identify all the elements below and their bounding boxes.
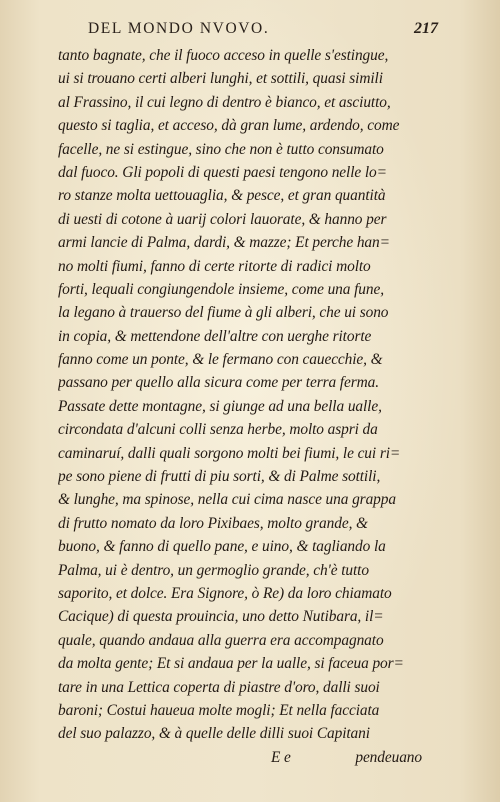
text-line: passano per quello alla sicura come per terra ferma. <box>58 374 379 392</box>
text-line: Passate dette montagne, si giunge ad una bella ualle, <box>58 397 382 415</box>
text-line: fanno come un ponte, & le fermano con cauecchie, & <box>58 351 383 369</box>
text-line: tanto bagnate, che il fuoco acceso in quelle s'estingue, <box>58 47 389 64</box>
text-line: la legano à trauerso del fiume à gli alberi, che ui sono <box>58 304 389 322</box>
text-line: da molta gente; Et si andaua per la ualle, si faceua por= <box>58 655 404 673</box>
text-line: in copia, & mettendone dell'altre con uerghe ritorte <box>58 327 372 345</box>
text-line: facelle, ne si estingue, sino che non è tutto consumato <box>58 140 384 158</box>
page-footer <box>58 746 422 769</box>
text-line: no molti fiumi, fanno di certe ritorte di radici molto <box>58 257 371 275</box>
text-line: ro stanze molta uettouaglia, & pesce, et gran quantità <box>58 187 386 205</box>
text-line: quale, quando andaua alla guerra era accompagnato <box>58 631 384 649</box>
text-line: di uesti di cotone à uarij colori lauorate, & hanno per <box>58 210 387 228</box>
text-line: baroni; Costui haueua molte mogli; Et nella facciata <box>58 701 380 719</box>
text-line: saporito, et dolce. Era Signore, ò Re) da loro chiamato <box>58 584 392 602</box>
running-head: DEL MONDO NVOVO. <box>88 20 270 37</box>
text-line: buono, & fanno di quello pane, e uino, & tagliando la <box>58 538 386 556</box>
text-line: caminaruí, dalli quali sorgono molti bei fiumi, le cui ri= <box>58 444 401 462</box>
signature-mark: E e <box>271 748 291 766</box>
text-line: del suo palazzo, & à quelle delle dilli suoi Capitani <box>58 725 370 743</box>
text-line: tare in una Lettica coperta di piastre d'oro, dalli suoi <box>58 678 380 696</box>
text-line: al Frassino, il cui legno di dentro è bianco, et asciutto, <box>58 93 391 111</box>
text-line: circondata d'alcuni colli senza herbe, molto aspri da <box>58 421 378 439</box>
text-line: questo si taglia, et acceso, dà gran lume, ardendo, come <box>58 117 400 135</box>
page-header <box>60 20 438 44</box>
page-number: 217 <box>414 20 438 37</box>
text-line: di frutto nomato da loro Pixibaes, molto grande, & <box>58 514 368 532</box>
text-line: armi lancie di Palma, dardi, & mazze; Et perche han= <box>58 234 390 252</box>
text-line: pe sono piene di frutti di piu sorti, & di Palme sottili, <box>58 468 381 486</box>
text-line: & lunghe, ma spinose, nella cui cima nasce una grappa <box>58 491 396 509</box>
text-line: Cacique) di questa prouincia, uno detto Nutibara, il= <box>58 608 384 626</box>
body-text <box>58 44 422 769</box>
text-line: forti, lequali congiungendole insieme, come una fune, <box>58 280 384 298</box>
text-line: dal fuoco. Gli popoli di questi paesi tengono nelle lo= <box>58 163 387 181</box>
catchword: pendeuano <box>355 748 422 766</box>
text-line: Palma, ui è dentro, un germoglio grande, ch'è tutto <box>58 561 369 579</box>
text-line: ui si trouano certi alberi lunghi, et sottili, quasi simili <box>58 70 383 88</box>
